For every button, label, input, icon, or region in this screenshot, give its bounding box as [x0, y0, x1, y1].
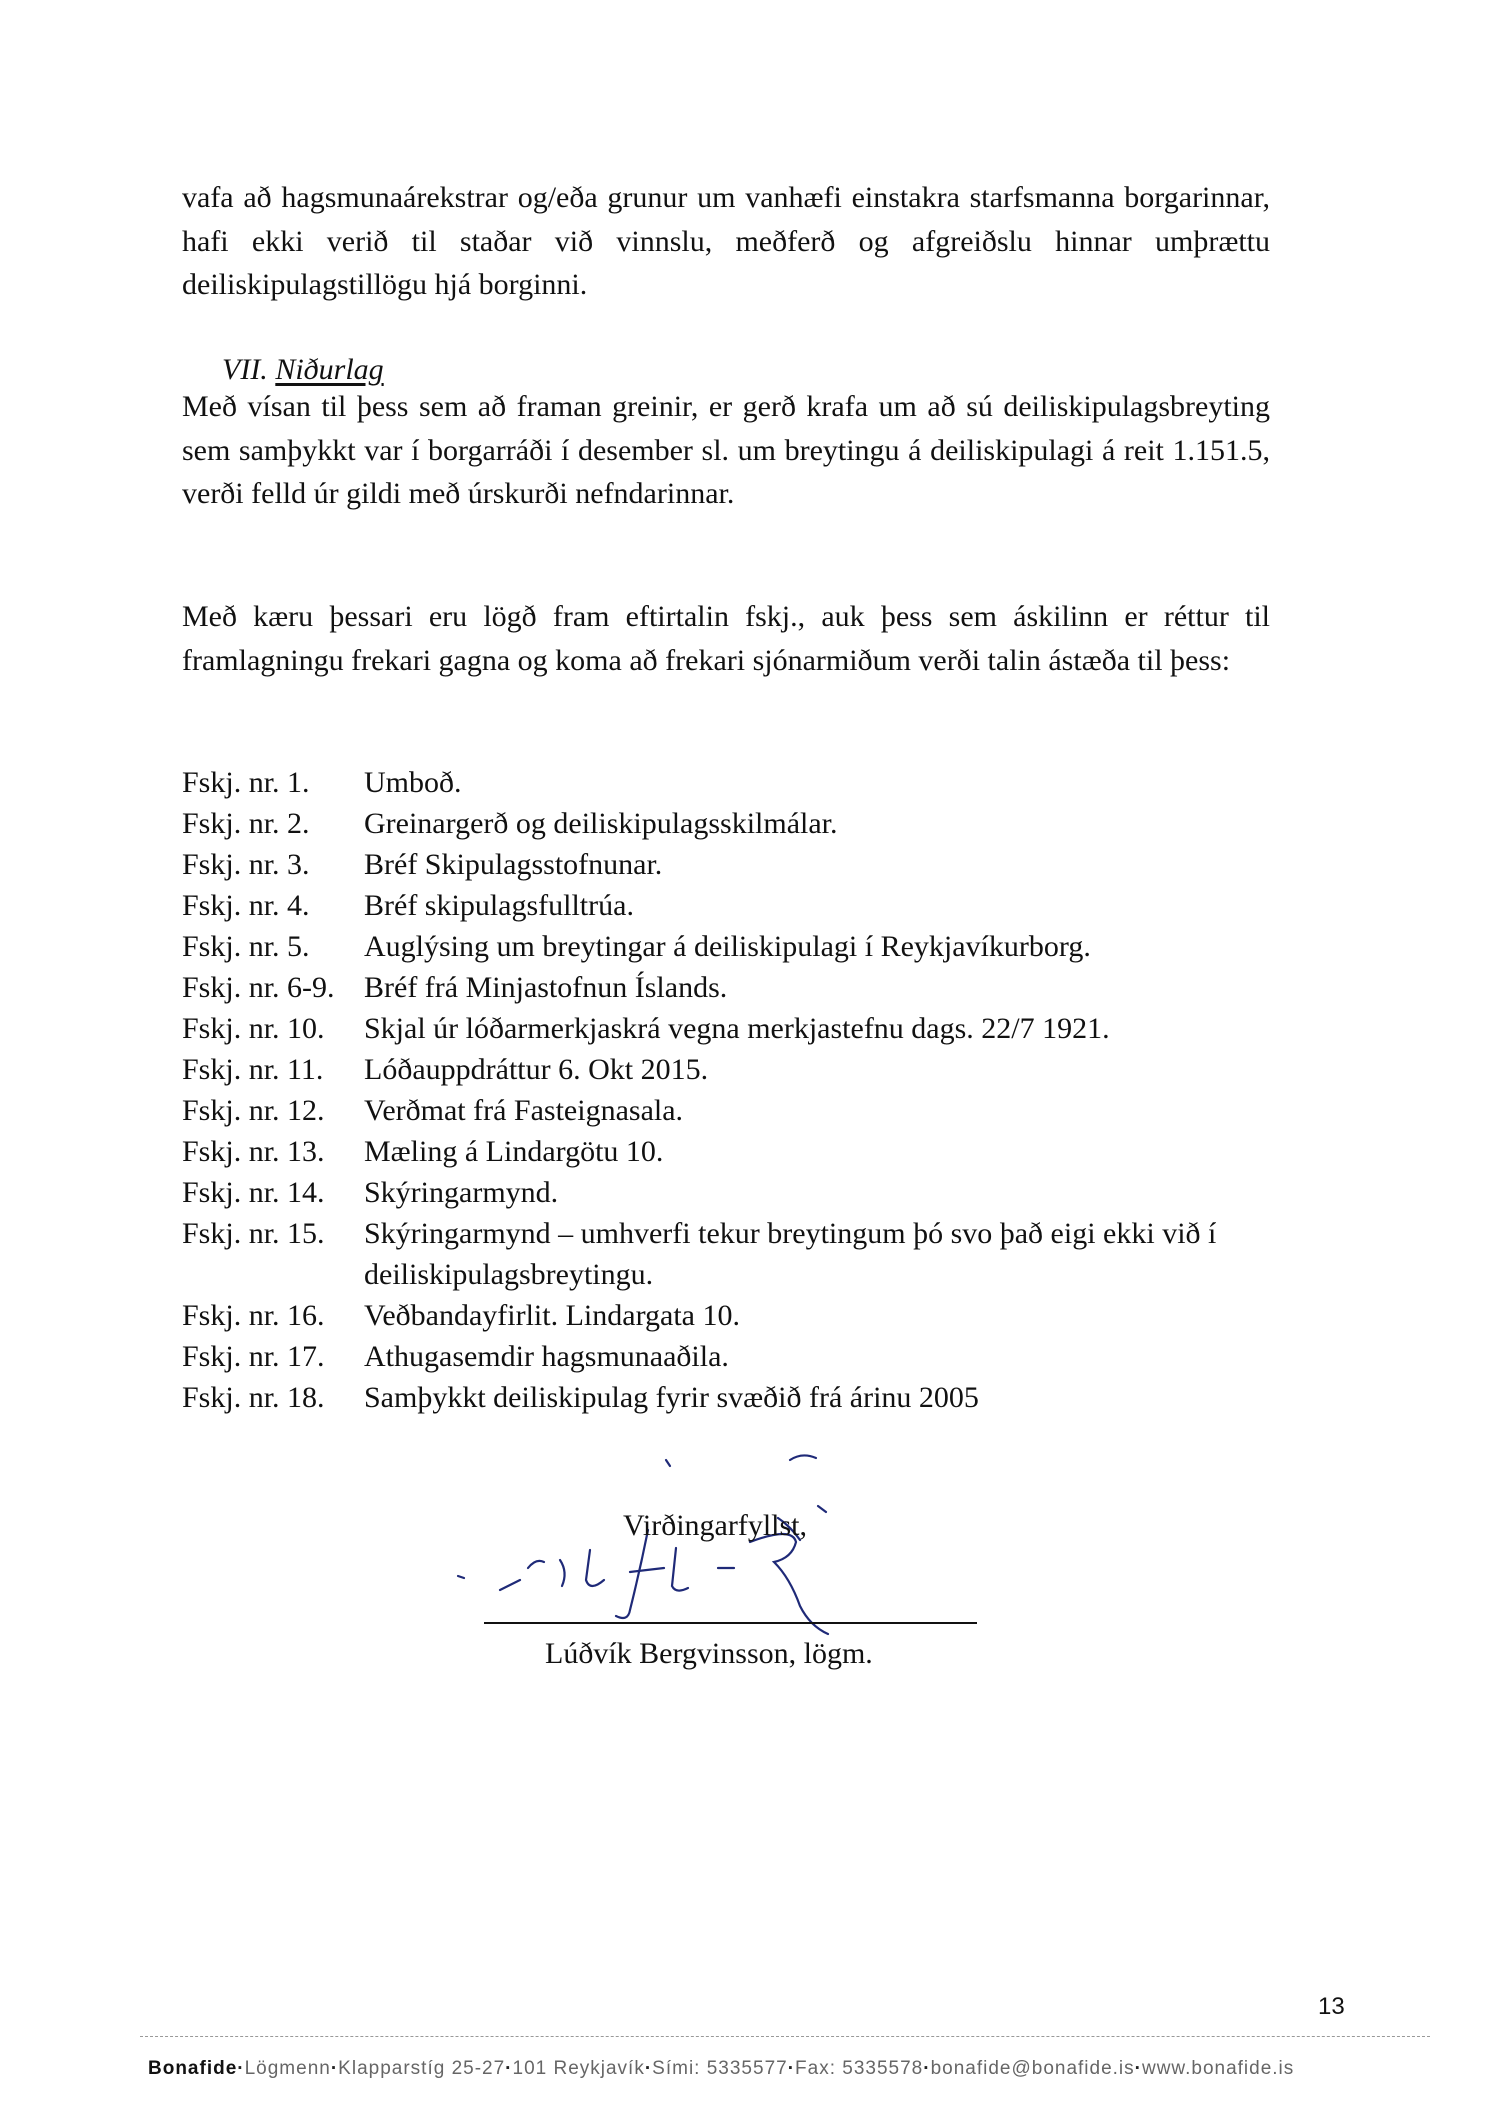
list-item	[182, 885, 1282, 926]
list-item	[182, 1336, 1282, 1377]
attachment-title: Bréf skipulagsfulltrúa.	[364, 889, 634, 922]
attachments-intro-paragraph: Með kæru þessari eru lögð fram eftirtalin fskj., auk þess sem áskilinn er réttur til framlagningu frekari gagna og koma að frekari sjónarmiðum verði talin ástæða til þess:	[182, 600, 1270, 677]
attachment-title: Samþykkt deiliskipulag fyrir svæðið frá árinu 2005	[364, 1381, 979, 1414]
page-number: 13	[1318, 1993, 1345, 2020]
attachment-title: Umboð.	[364, 766, 462, 799]
list-item	[182, 967, 1282, 1008]
footer-web: www.bonafide.is	[1141, 2058, 1295, 2079]
list-item	[182, 1131, 1282, 1172]
attachment-number: Fskj. nr. 18.	[182, 1381, 325, 1414]
attachment-number: Fskj. nr. 5.	[182, 930, 310, 963]
attachment-title: Skýringarmynd – umhverfi tekur breytingum þó svo það eigi ekki við í deiliskipulagsbreytingu.	[364, 1217, 1217, 1291]
list-item	[182, 1049, 1282, 1090]
list-item	[182, 1090, 1282, 1131]
attachment-title: Skjal úr lóðarmerkjaskrá vegna merkjastefnu dags. 22/7 1921.	[364, 1012, 1110, 1045]
list-item	[182, 926, 1282, 967]
attachment-title: Auglýsing um breytingar á deiliskipulagi í Reykjavíkurborg.	[364, 930, 1091, 963]
intro-paragraph: vafa að hagsmunaárekstrar og/eða grunur um vanhæfi einstakra starfsmanna borgarinnar, hafi ekki verið til staðar við vinnslu, meðferð og afgreiðslu hinnar umþrættu deiliskipulagstillögu hjá borginni.	[182, 181, 1270, 301]
section-number: VII.	[222, 353, 268, 386]
attachment-number: Fskj. nr. 3.	[182, 848, 310, 881]
attachment-title: Skýringarmynd.	[364, 1176, 559, 1209]
signer-name: Lúðvík Bergvinsson, lögm.	[545, 1637, 873, 1670]
closing-salutation: Virðingarfyllst,	[623, 1509, 807, 1542]
signature-line	[484, 1622, 977, 1624]
attachment-number: Fskj. nr. 10.	[182, 1012, 325, 1045]
footer-address: Klapparstíg 25-27	[338, 2058, 506, 2079]
attachment-title: Mæling á Lindargötu 10.	[364, 1135, 664, 1168]
attachment-number: Fskj. nr. 4.	[182, 889, 310, 922]
section-heading	[222, 352, 384, 388]
list-item	[182, 803, 1282, 844]
attachment-number: Fskj. nr. 13.	[182, 1135, 325, 1168]
footer-postcode: 101 Reykjavík	[512, 2058, 645, 2079]
attachment-number: Fskj. nr. 12.	[182, 1094, 325, 1127]
letterhead-footer: Bonafide·Lögmenn·Klapparstíg 25-27·101 Reykjavík·Sími: 5335577·Fax: 5335578·bonafide@bonafide.is·www.bonafide.is	[148, 2058, 1295, 2079]
list-item	[182, 1172, 1282, 1213]
attachment-number: Fskj. nr. 2.	[182, 807, 310, 840]
attachment-title: Veðbandayfirlit. Lindargata 10.	[364, 1299, 740, 1332]
attachment-title: Verðmat frá Fasteignasala.	[364, 1094, 684, 1127]
conclusion-paragraph: Með vísan til þess sem að framan greinir, er gerð krafa um að sú deiliskipulagsbreyting sem samþykkt var í borgarráði í desember sl. um breytingu á deiliskipulagi á reit 1.151.5, verði felld úr gildi með úrskurði nefndarinnar.	[182, 390, 1270, 510]
footer-email: bonafide@bonafide.is	[930, 2058, 1135, 2079]
attachment-number: Fskj. nr. 6-9.	[182, 971, 335, 1004]
attachment-number: Fskj. nr. 16.	[182, 1299, 325, 1332]
attachment-number: Fskj. nr. 17.	[182, 1340, 325, 1373]
footer-firm: Lögmenn	[244, 2058, 331, 2079]
footer-phone: Sími: 5335577	[652, 2058, 788, 2079]
attachment-title: Greinargerð og deiliskipulagsskilmálar.	[364, 807, 838, 840]
footer-fax: Fax: 5335578	[795, 2058, 924, 2079]
list-item	[182, 1295, 1282, 1336]
list-item	[182, 1008, 1282, 1049]
attachment-title: Bréf Skipulagsstofnunar.	[364, 848, 663, 881]
list-item	[182, 844, 1282, 885]
section-title: Niðurlag	[275, 353, 384, 386]
footer-divider	[140, 2036, 1430, 2037]
attachment-title: Athugasemdir hagsmunaaðila.	[364, 1340, 729, 1373]
attachment-number: Fskj. nr. 1.	[182, 766, 310, 799]
attachments-list	[182, 762, 1282, 1418]
attachment-number: Fskj. nr. 14.	[182, 1176, 325, 1209]
attachment-title: Bréf frá Minjastofnun Íslands.	[364, 971, 728, 1004]
attachment-number: Fskj. nr. 15.	[182, 1217, 325, 1250]
footer-brand: Bonafide	[148, 2058, 238, 2079]
attachment-title: Lóðauppdráttur 6. Okt 2015.	[364, 1053, 709, 1086]
list-item	[182, 1213, 1282, 1295]
list-item	[182, 1377, 1282, 1418]
list-item	[182, 762, 1282, 803]
attachment-number: Fskj. nr. 11.	[182, 1053, 324, 1086]
